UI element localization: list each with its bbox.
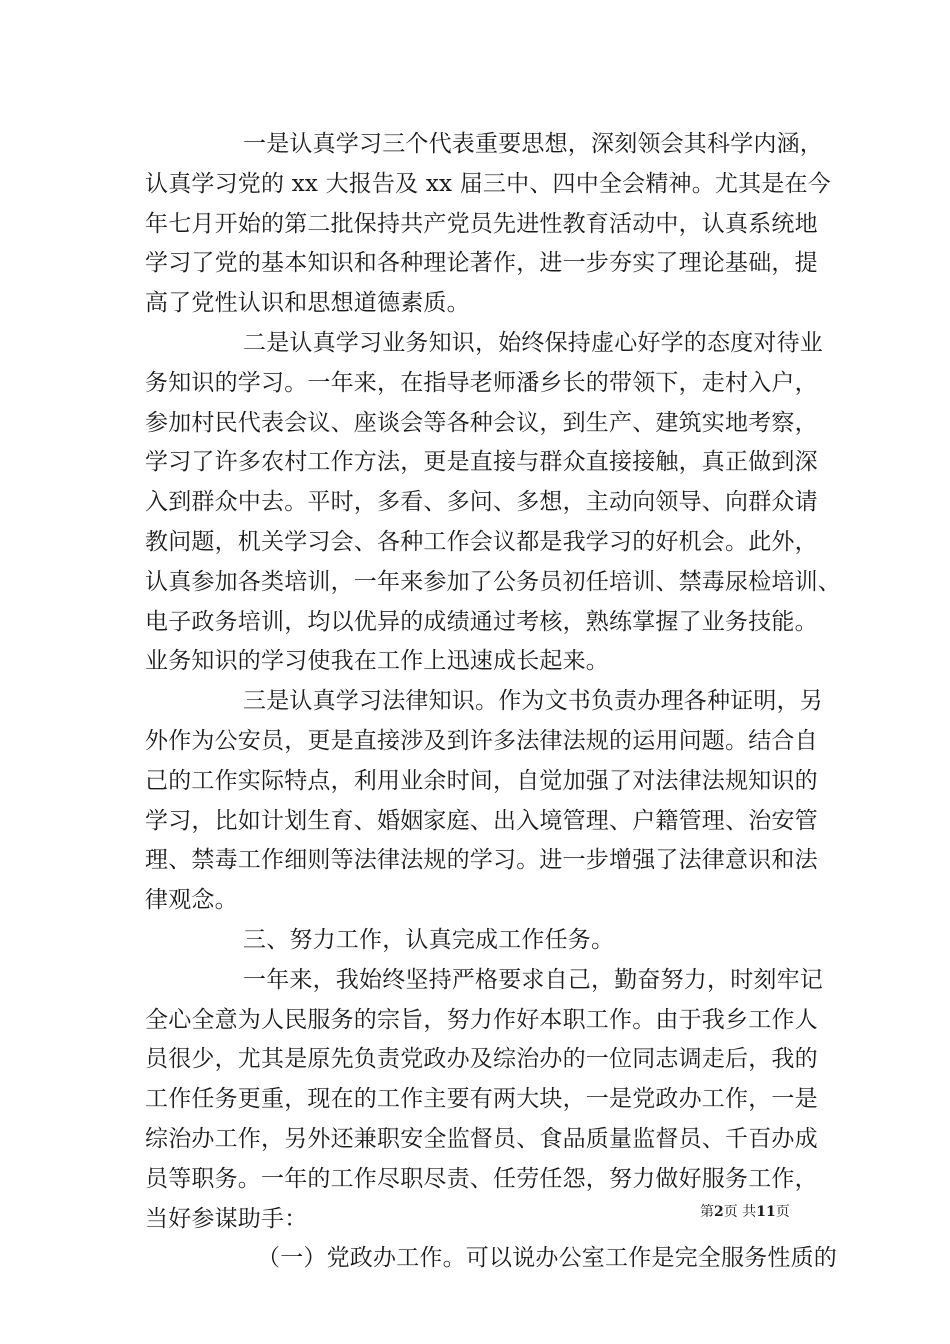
paragraph-line: 员等职务。一年的工作尽职尽责、任劳任怨，努力做好服务工作， [145, 1165, 818, 1192]
paragraph-line: 认真参加各类培训，一年来参加了公务员初任培训、禁毒尿检培训、 [145, 568, 841, 595]
footer-prefix: 第 [700, 1204, 714, 1220]
paragraph-line: 工作任务更重，现在的工作主要有两大块，一是党政办工作，一是 [145, 1086, 818, 1113]
footer-suffix: 页 [775, 1204, 790, 1220]
paragraph-line: 学习了党的基本知识和各种理论著作，进一步夯实了理论基础，提 [145, 250, 818, 277]
paragraph-line: 己的工作实际特点，利用业余时间，自觉加强了对法律法规知识的 [145, 767, 818, 794]
paragraph-line: 教问题，机关学习会、各种工作会议都是我学习的好机会。此外， [145, 528, 818, 555]
current-page-number: 2 [714, 1204, 724, 1220]
paragraph-line: 律观念。 [145, 887, 238, 914]
paragraph-line: 当好参谋助手： [145, 1205, 308, 1232]
paragraph-line: 综治办工作，另外还兼职安全监督员、食品质量监督员、千百办成 [145, 1125, 818, 1152]
paragraph-line: 入到群众中去。平时，多看、多问、多想，主动向领导、向群众请 [145, 489, 818, 516]
paragraph-line: 二是认真学习业务知识，始终保持虚心好学的态度对待业 [243, 329, 823, 356]
total-page-number: 11 [756, 1204, 776, 1220]
paragraph-line: 务知识的学习。一年来，在指导老师潘乡长的带领下，走村入户， [145, 369, 818, 396]
paragraph-line: 三是认真学习法律知识。作为文书负责办理各种证明，另 [243, 688, 823, 715]
section-heading: 三、努力工作，认真完成工作任务。 [243, 926, 615, 953]
paragraph-line: 学习了许多农村工作方法，更是直接与群众直接接触，真正做到深 [145, 449, 818, 476]
paragraph-line: 参加村民代表会议、座谈会等各种会议，到生产、建筑实地考察， [145, 409, 818, 436]
document-body [145, 125, 841, 1279]
paragraph-line: 全心全意为人民服务的宗旨，努力作好本职工作。由于我乡工作人 [145, 1006, 818, 1033]
paragraph-line: 一年来，我始终坚持严格要求自己，勤奋努力，时刻牢记 [243, 966, 823, 993]
paragraph-line: 高了党性认识和思想道德素质。 [145, 290, 470, 317]
paragraph-line: 认真学习党的 xx 大报告及 xx 届三中、四中全会精神。尤其是在今 [145, 170, 831, 197]
paragraph-line: 外作为公安员，更是直接涉及到许多法律法规的运用问题。结合自 [145, 727, 818, 754]
paragraph-line: 学习，比如计划生育、婚姻家庭、出入境管理、户籍管理、治安管 [145, 807, 818, 834]
paragraph-line: 员很少，尤其是原先负责党政办及综治办的一位同志调走后，我的 [145, 1046, 818, 1073]
paragraph-line: 年七月开始的第二批保持共产党员先进性教育活动中，认真系统地 [145, 210, 818, 237]
paragraph-line: 业务知识的学习使我在工作上迅速成长起来。 [145, 648, 609, 675]
subsection-heading: （一）党政办工作。可以说办公室工作是完全服务性质的 [257, 1245, 837, 1272]
paragraph-line: 电子政务培训，均以优异的成绩通过考核，熟练掌握了业务技能。 [145, 608, 818, 635]
paragraph-line: 理、禁毒工作细则等法律法规的学习。进一步增强了法律意识和法 [145, 847, 818, 874]
page-footer [700, 1203, 810, 1221]
paragraph-line: 一是认真学习三个代表重要思想，深刻领会其科学内涵， [243, 131, 823, 157]
footer-middle: 页 共 [723, 1204, 757, 1220]
